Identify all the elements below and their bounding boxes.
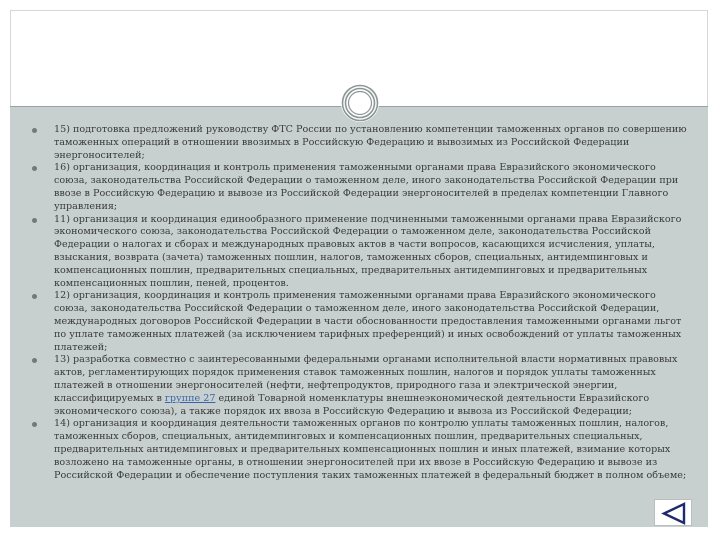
list-item	[32, 354, 692, 418]
item-text-start: 13) разработка совместно с заинтересованными федеральными органами исполнительной власти нормативных правовых актов, регламентирующих порядок применения ставок таможенных пошлин, налогов и порядок уплаты таможенных платежей в отношении энергоносителей (нефти, нефтепродуктов, природного газа и электрической энергии, классифицируемых в	[54, 354, 678, 404]
item-text: 14) организация и координация деятельности таможенных органов по контролю уплаты таможенных пошлин, налогов, таможенных сборов, специальных, антидемпинговых и компенсационных пошлин, предварительных специальных, предварительных антидемпинговых и предварительных компенсационных пошлин и иных платежей, взимание которых возложено на таможенные органы, в отношении энергоносителей при их ввозе в Российскую Федерацию и вывозе из Российской Федерации и обеспечение поступления таких таможенных платежей в федеральный бюджет в полном объеме;	[54, 418, 687, 481]
item-text-end: единой Товарной номенклатуры внешнеэкономической деятельности Евразийского экономического союза), а также порядок их ввоза в Российскую Федерацию и вывоза из Российской Федерации;	[54, 392, 650, 417]
bullet-icon	[32, 166, 37, 171]
bullet-list	[32, 124, 692, 482]
bullet-icon	[32, 128, 37, 133]
item-text: 11) организация и координация единообразного применение подчиненными таможенными органами права Евразийского экономического союза, законодательства Российской Федерации о таможенном деле, законодательства Российской Федерации о налогах и сборах и международных правовых актов в части вопросов, касающихся исчисления, уплаты, взыскания, возврата (зачета) таможенных пошлин, налогов, таможенных сборов, специальных, антидемпинговых и компенсационных пошлин, предварительных специальных, предварительных антидемпинговых и предварительных компенсационных пошлин, пеней, процентов.	[54, 213, 682, 289]
circle-ring-icon	[340, 83, 380, 123]
group-27-link[interactable]: группе 27	[164, 392, 216, 404]
list-item	[32, 124, 692, 162]
list-item	[32, 162, 692, 213]
bullet-icon	[32, 294, 37, 299]
bullet-icon	[32, 422, 37, 427]
bullet-icon	[32, 358, 37, 363]
item-text: 15) подготовка предложений руководству ФТС России по установлению компетенции таможенных органов по совершению таможенных операций в отношении ввозимых в Российскую Федерацию и вывозимых из Российской Федерации энергоносителей;	[54, 124, 687, 161]
back-button[interactable]	[654, 499, 692, 526]
bullet-icon	[32, 218, 37, 223]
triangle-back-icon	[655, 500, 693, 527]
item-text: 16) организация, координация и контроль применения таможенными органами права Евразийского экономического союза, законодательства Российской Федерации о таможенном деле, иного законодательства Российской Федерации при ввозе в Российскую Федерацию и вывозе из Российской Федерации энергоносителей в пределах компетенции Главного управления;	[54, 162, 679, 212]
list-item	[32, 290, 692, 354]
list-item	[32, 418, 692, 482]
item-text: 12) организация, координация и контроль применения таможенными органами права Евразийского экономического союза, законодательства Российской Федерации о таможенном деле, иного законодательства Российской Федерации, международных договоров Российской Федерации в части обоснованности предоставления таможенными органами льгот по уплате таможенных платежей (за исключением тарифных преференций) и иных освобождений от уплаты таможенных платежей;	[54, 290, 682, 353]
list-item	[32, 214, 692, 291]
